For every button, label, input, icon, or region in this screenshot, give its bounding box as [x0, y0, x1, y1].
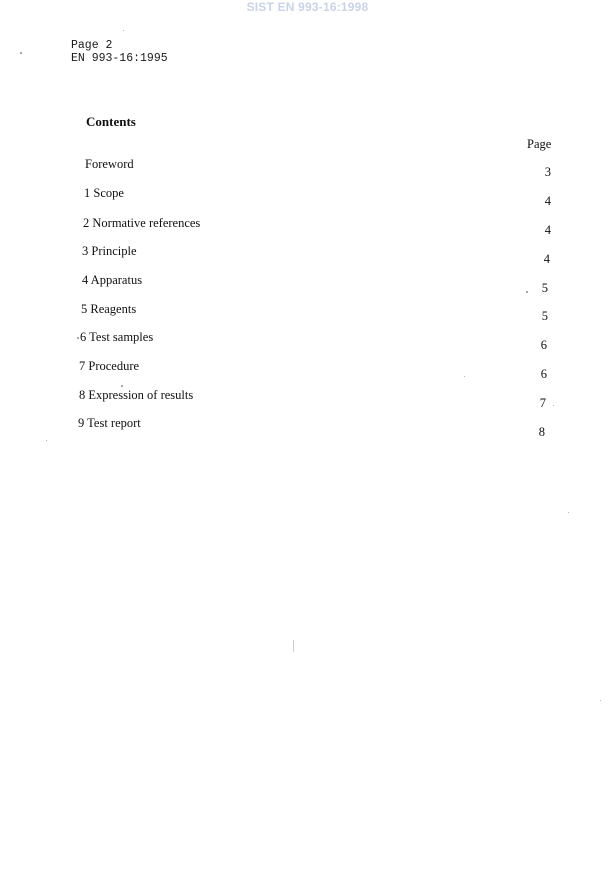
- toc-entry-title: 9 Test report: [78, 416, 141, 430]
- toc-entry-title: 3 Principle: [82, 244, 137, 258]
- scan-speck: [123, 30, 124, 31]
- scan-speck: [526, 291, 528, 293]
- toc-entry-page: 3: [544, 165, 551, 179]
- scan-speck: [46, 440, 47, 441]
- toc-entry-page: 5: [541, 309, 548, 323]
- toc-entry-page: 7: [539, 396, 546, 410]
- toc-entry-title: 4 Apparatus: [82, 273, 143, 287]
- toc-entry-page: 4: [543, 252, 550, 266]
- toc-entry-page: 4: [544, 194, 551, 208]
- scan-speck: [77, 337, 79, 339]
- watermark-text: SIST EN 993-16:1998: [246, 0, 369, 14]
- standard-number-line: EN 993-16:1995: [71, 52, 168, 65]
- page-column-label: Page: [527, 137, 552, 151]
- toc-entry-page: 5: [541, 281, 548, 295]
- toc-entry-title: 8 Expression of results: [79, 388, 194, 402]
- scan-speck: [568, 512, 569, 513]
- toc-entry-page: 6: [540, 338, 547, 352]
- page-header: [71, 39, 168, 65]
- scan-speck: [464, 376, 465, 377]
- page-number-line: Page 2: [71, 39, 113, 52]
- toc-entry-title: Foreword: [85, 157, 134, 171]
- toc-entry-page: 8: [538, 425, 545, 439]
- toc-entry-title: 5 Reagents: [81, 302, 137, 316]
- toc-entry-title: 1 Scope: [84, 186, 124, 200]
- contents-heading: Contents: [86, 114, 136, 129]
- scan-speck: [121, 385, 123, 387]
- scan-speck: [20, 52, 22, 54]
- toc-entry-page: 4: [544, 223, 551, 237]
- scan-speck: [553, 405, 554, 406]
- toc-entry-title: 7 Procedure: [79, 359, 140, 373]
- toc-entry-title: 6 Test samples: [80, 330, 154, 344]
- scan-speck: [293, 640, 294, 652]
- scan-speck: [600, 700, 601, 701]
- toc-entry-page: 6: [540, 367, 547, 381]
- toc-entry-title: 2 Normative references: [83, 216, 201, 230]
